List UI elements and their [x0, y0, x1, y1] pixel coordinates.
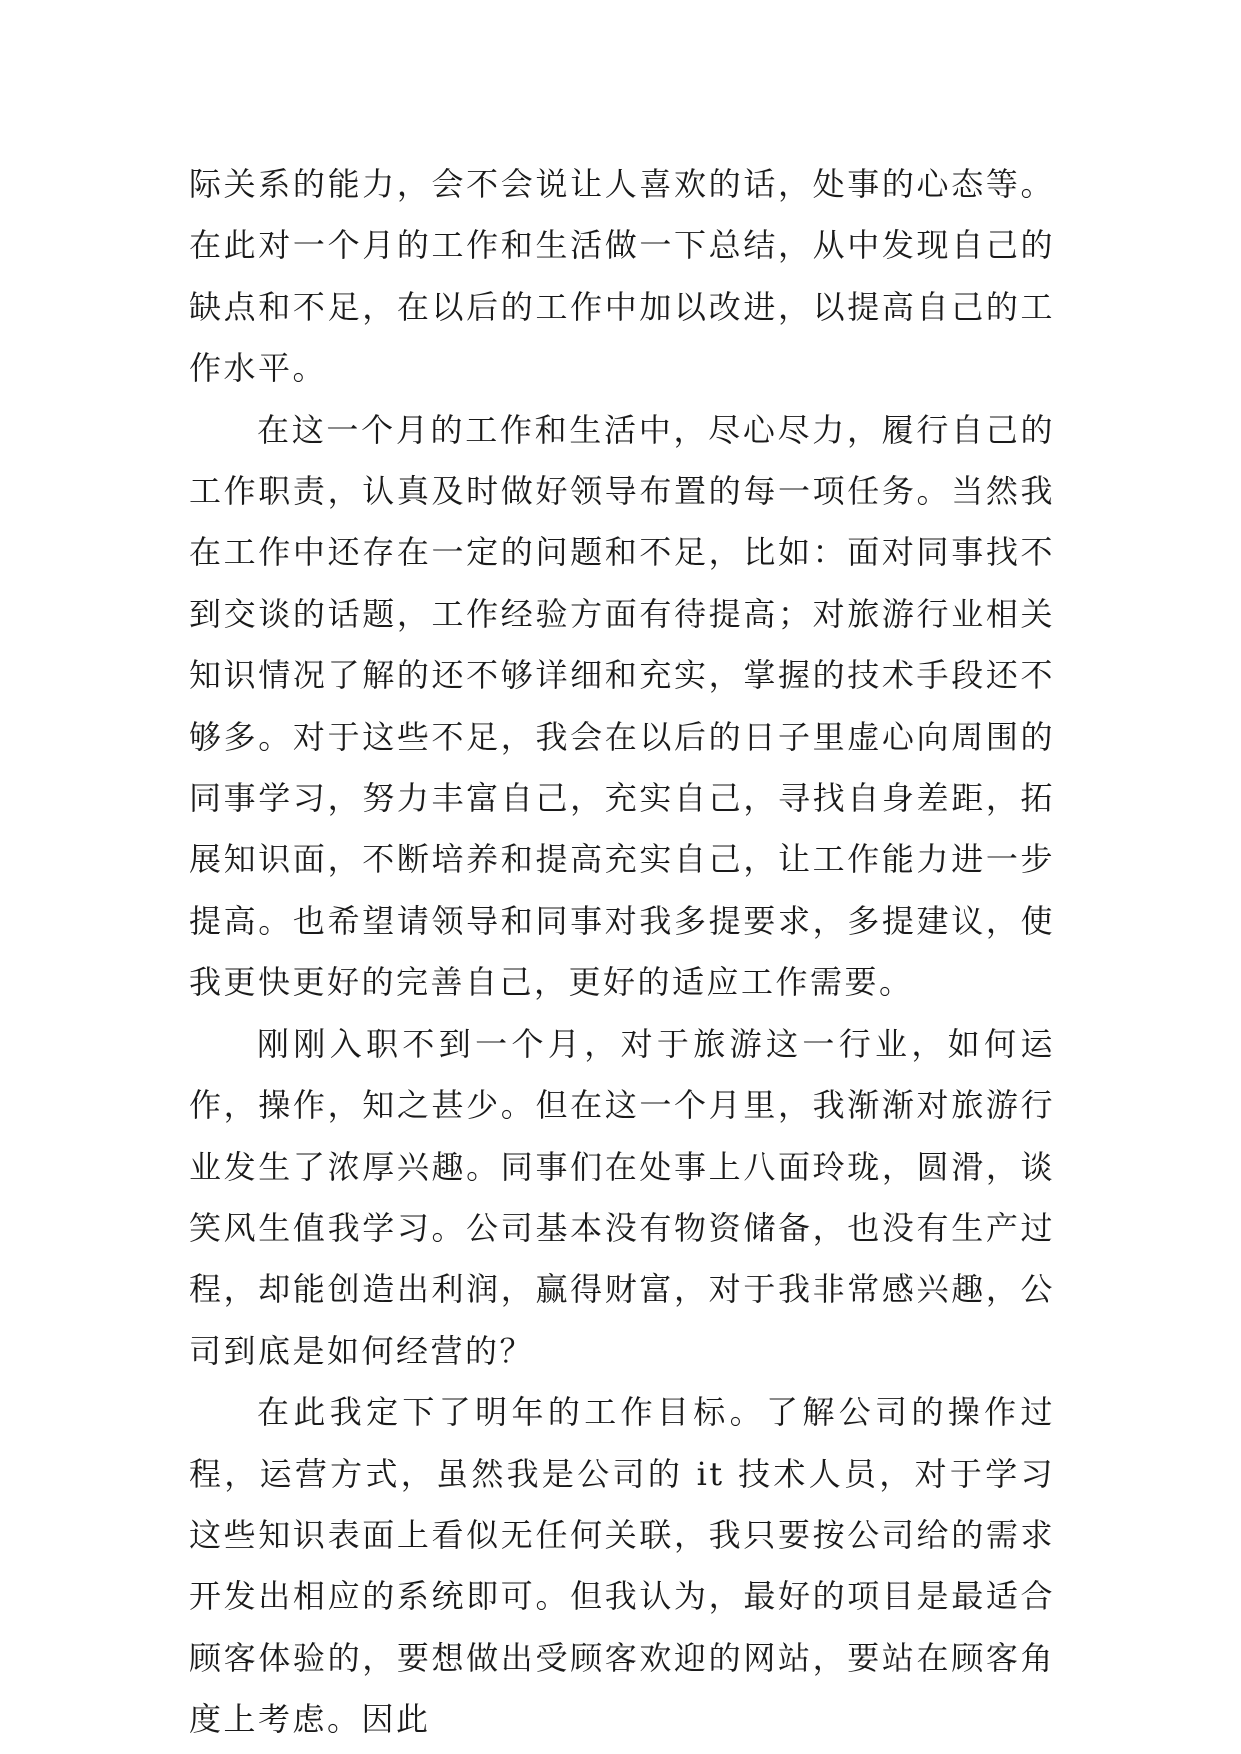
paragraph-4: 在此我定下了明年的工作目标。了解公司的操作过程，运营方式，虽然我是公司的 it 技术人员，对于学习这些知识表面上看似无任何关联，我只要按公司给的需求开发出相应的系统即可。但我认为，最好的项目是最适合顾客体验的，要想做出受顾客欢迎的网站，要站在顾客角度上考虑。因此: [189, 1393, 1055, 1739]
paragraph-3: 刚刚入职不到一个月，对于旅游这一行业，如何运作，操作，知之甚少。但在这一个月里，我渐渐对旅游行业发生了浓厚兴趣。同事们在处事上八面玲珑，圆滑，谈笑风生值我学习。公司基本没有物资储备，也没有生产过程，却能创造出利润，赢得财富，对于我非常感兴趣，公司到底是如何经营的？: [189, 1024, 1055, 1370]
paragraph-1: 际关系的能力，会不会说让人喜欢的话，处事的心态等。在此对一个月的工作和生活做一下总结，从中发现自己的缺点和不足，在以后的工作中加以改进，以提高自己的工作水平。: [189, 165, 1055, 388]
body-text: [189, 154, 1055, 1751]
paragraph-2: 在这一个月的工作和生活中，尽心尽力，履行自己的工作职责，认真及时做好领导布置的每一项任务。当然我在工作中还存在一定的问题和不足，比如：面对同事找不到交谈的话题，工作经验方面有待提高；对旅游行业相关知识情况了解的还不够详细和充实，掌握的技术手段还不够多。对于这些不足，我会在以后的日子里虚心向周围的同事学习，努力丰富自己，充实自己，寻找自身差距，拓展知识面，不断培养和提高充实自己，让工作能力进一步提高。也希望请领导和同事对我多提要求，多提建议，使我更快更好的完善自己，更好的适应工作需要。: [189, 410, 1055, 1002]
